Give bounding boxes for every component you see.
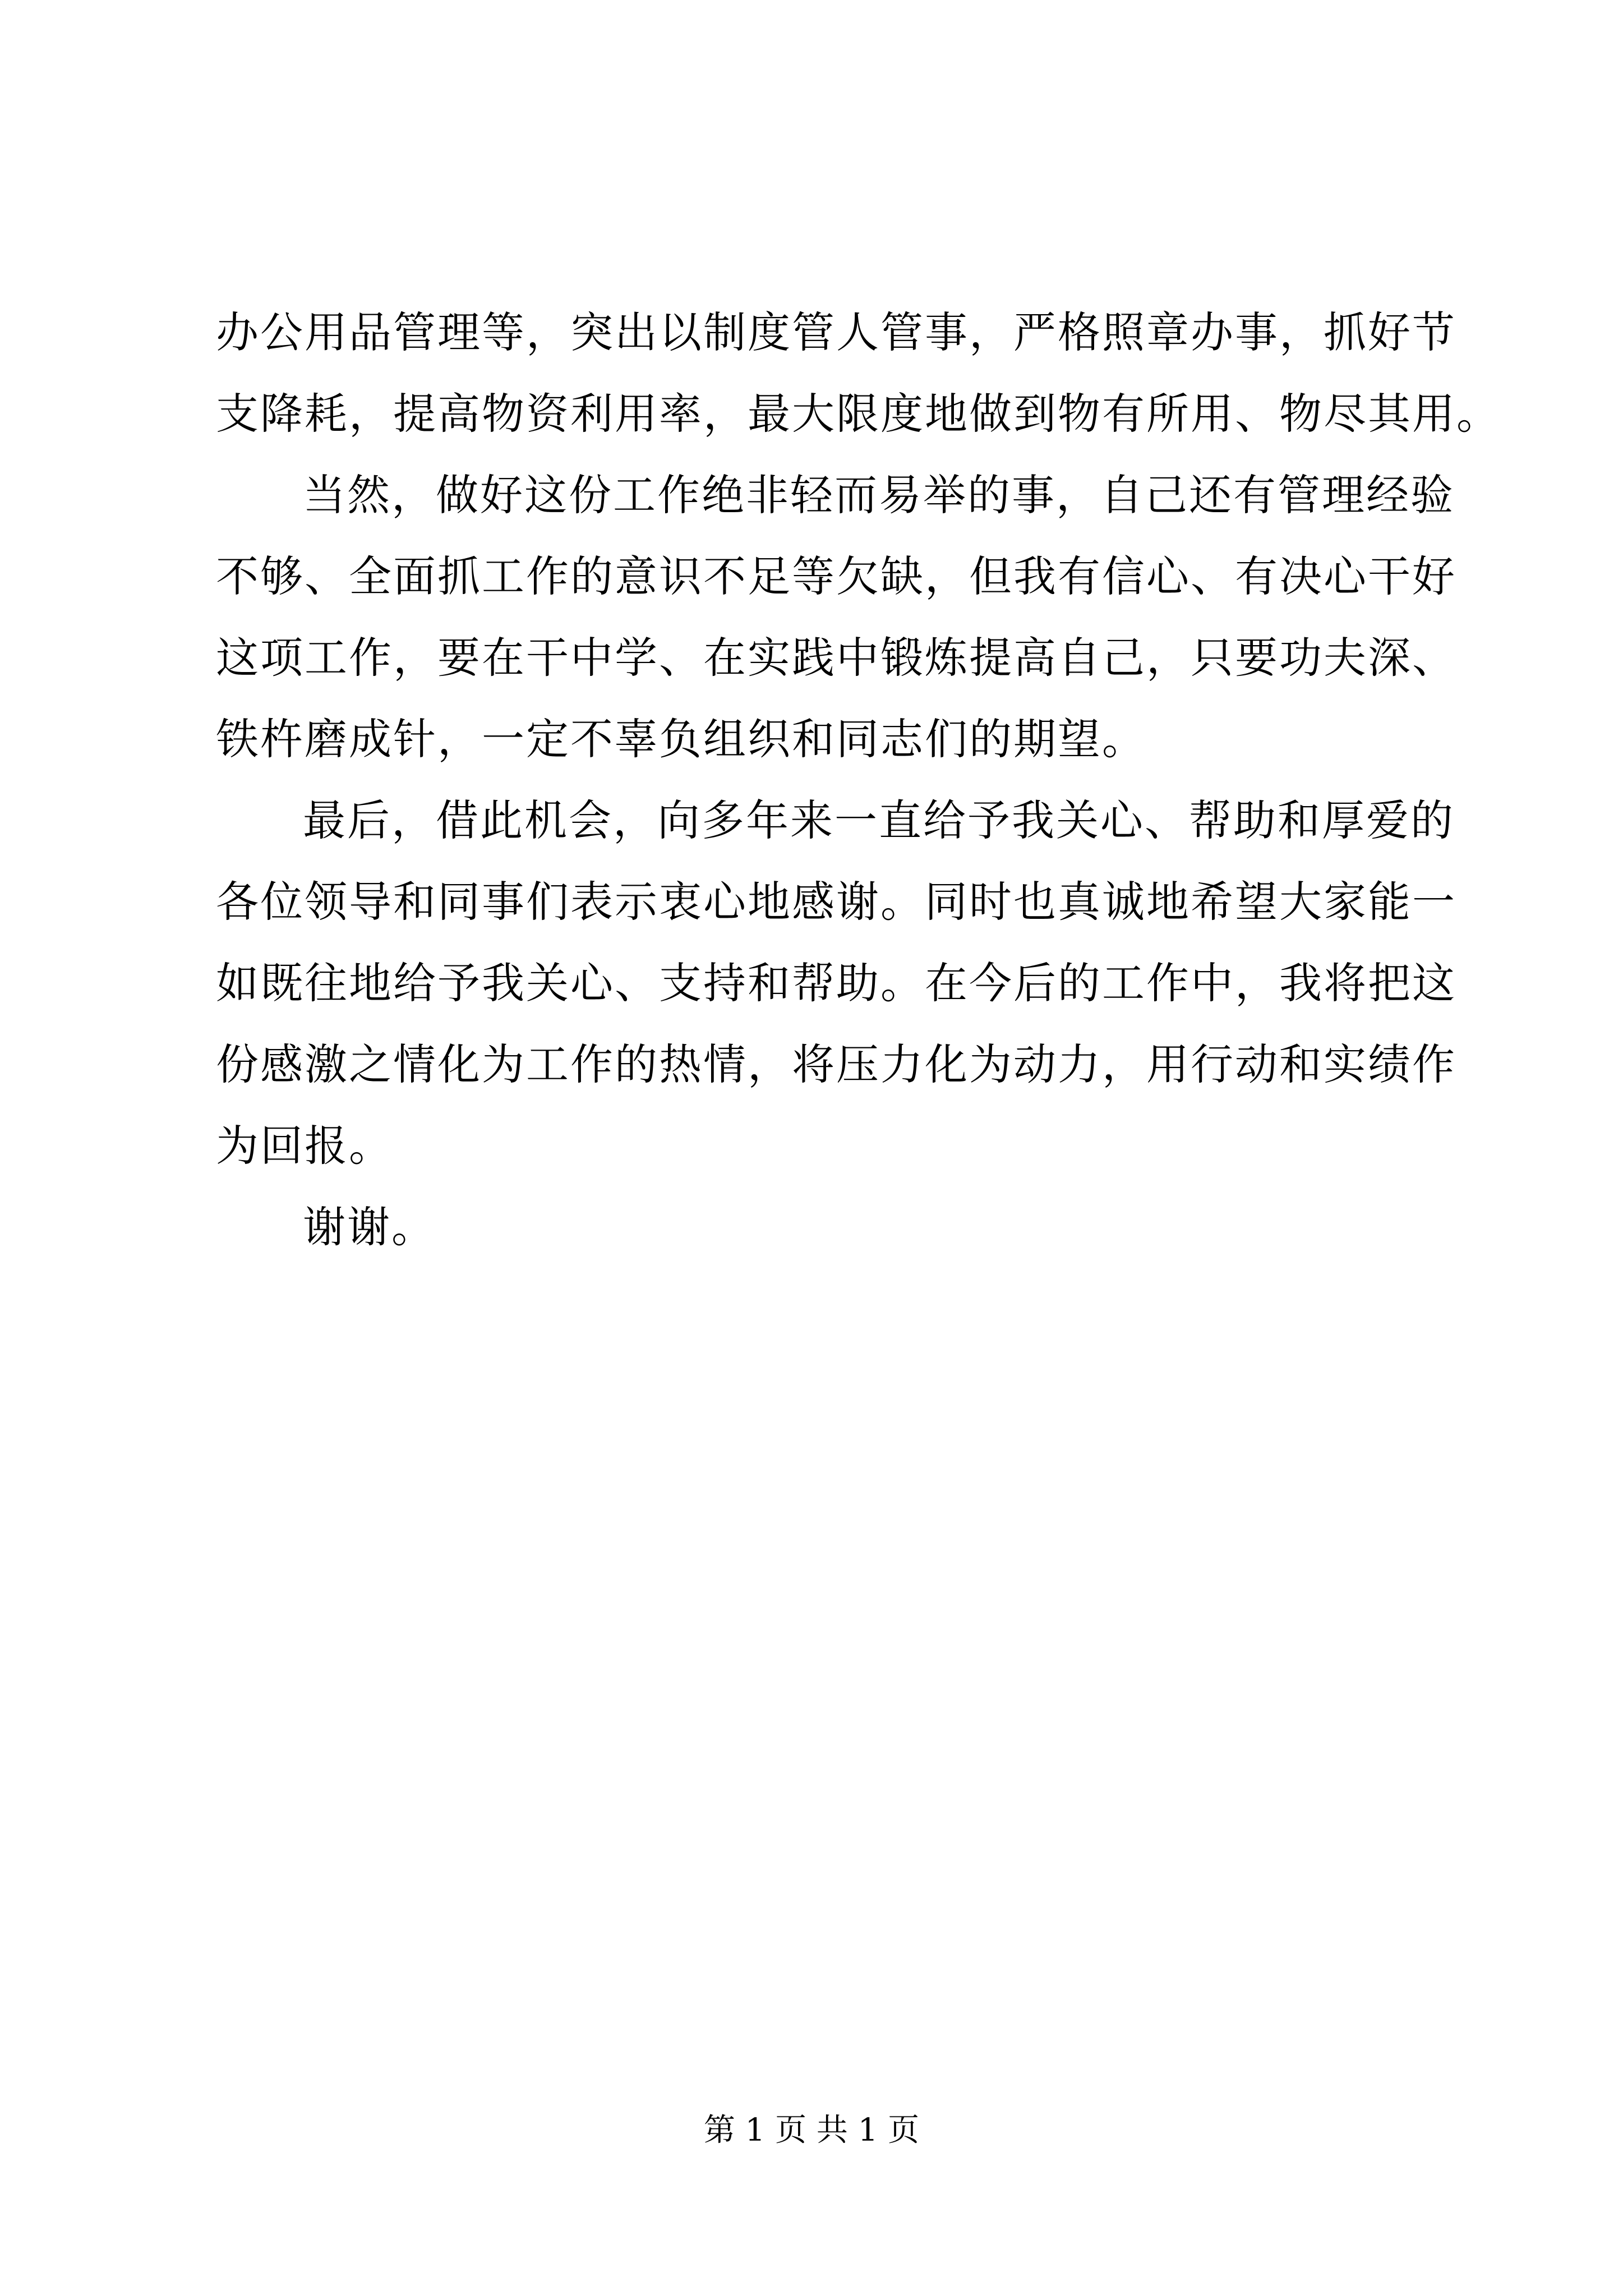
page-footer: 第 1 页 共 1 页 xyxy=(703,2112,920,2148)
body-line-2: 支降耗，提高物资利用率，最大限度地做到物有所用、物尽其用。 xyxy=(216,389,1501,439)
body-line-11: 为回报。 xyxy=(216,1121,393,1171)
body-line-4: 不够、全面抓工作的意识不足等欠缺，但我有信心、有决心干好 xyxy=(216,551,1456,601)
body-line-1: 办公用品管理等，突出以制度管人管事，严格照章办事，抓好节 xyxy=(216,307,1456,357)
body-line-12: 谢谢。 xyxy=(303,1202,436,1252)
body-line-10: 份感激之情化为工作的热情，将压力化为动力，用行动和实绩作 xyxy=(216,1039,1456,1089)
body-line-3: 当然，做好这份工作绝非轻而易举的事，自己还有管理经验 xyxy=(303,470,1455,520)
body-line-8: 各位领导和同事们表示衷心地感谢。同时也真诚地希望大家能一 xyxy=(216,877,1456,927)
body-line-5: 这项工作，要在干中学、在实践中锻炼提高自己，只要功夫深、 xyxy=(216,633,1456,683)
body-line-6: 铁杵磨成针，一定不辜负组织和同志们的期望。 xyxy=(216,714,1146,764)
body-line-9: 如既往地给予我关心、支持和帮助。在今后的工作中，我将把这 xyxy=(216,958,1456,1008)
body-line-7: 最后，借此机会，向多年来一直给予我关心、帮助和厚爱的 xyxy=(303,795,1455,845)
